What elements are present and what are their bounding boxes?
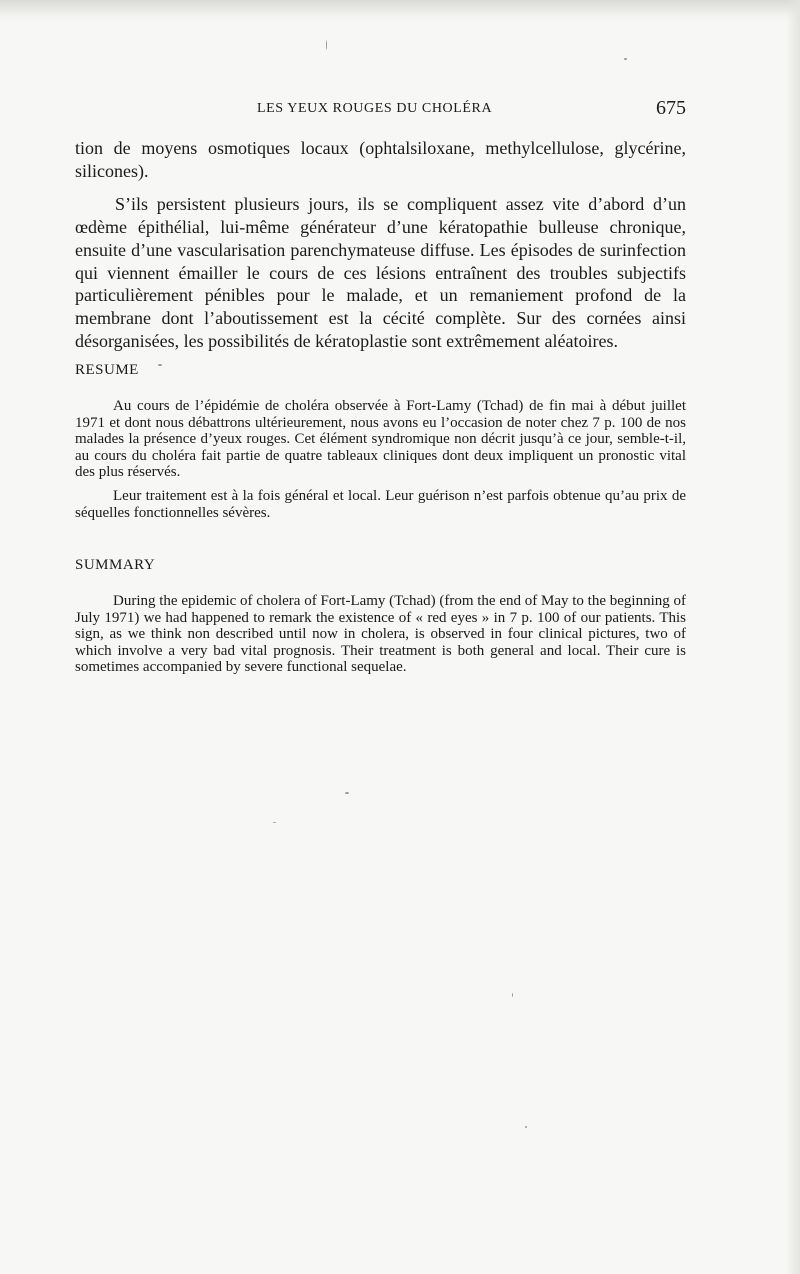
scan-speck [273,822,276,823]
scan-edge-right [786,0,800,1274]
scan-speck [624,58,627,60]
body-paragraph: tion de moyens osmotiques locaux (ophtalsiloxane, methylcellulose, glycérine, silicones). [75,138,686,181]
resume-paragraph: Leur traitement est à la fois général et local. Leur guérison n’est parfois obtenue qu’au prix de séquelles fonctionnelles sévères. [75,487,686,521]
summary-heading: SUMMARY [75,557,156,573]
page-number: 675 [656,97,686,119]
body-paragraph: S’ils persistent plusieurs jours, ils se compliquent assez vite d’abord d’un œdème épithélial, lui-même générateur d’une kératopathie bulleuse chronique, ensuite d’une vascularisation parenchymateuse diffuse. Les épisodes de surinfection qui viennent émailler le cours de ces lésions entraînent des troubles subjectifs particulièrement pénibles pour le malade, et un remaniement profond de la membrane dont l’aboutissement est la cécité complète. Sur des cornées ainsi désorganisées, les possibilités de kératoplastie sont extrêmement aléatoires. [75,194,686,351]
scan-edge-top [0,0,800,22]
scan-speck [158,364,162,366]
scan-speck [345,792,349,794]
running-title: LES YEUX ROUGES DU CHOLÉRA [257,101,493,116]
scan-speck [525,1126,527,1128]
scan-speck [326,40,327,50]
resume-abstract [75,398,686,521]
resume-heading: RESUME [75,362,139,378]
body-text [75,137,686,352]
resume-paragraph: Au cours de l’épidémie de choléra observée à Fort-Lamy (Tchad) de fin mai à début juillet 1971 et dont nous débattrons ultérieurement, nous avons eu l’occasion de noter chez 7 p. 100 de nos malades la présence d’yeux rouges. Cet élément syndromique non décrit jusqu’à ce jour, semble-t-il, au cours du choléra fait partie de quatre tableaux cliniques dont deux impliquent un pronostic vital des plus réservés. [75,398,686,481]
summary-paragraph: During the epidemic of cholera of Fort-Lamy (Tchad) (from the end of May to the beginning of July 1971) we had happened to remark the existence of « red eyes » in 7 p. 100 of our patients. This sign, as we think non described until now in cholera, is observed in four clinical pictures, two of which involve a very bad vital prognosis. Their treatment is both general and local. Their cure is sometimes accompanied by severe functional sequelae. [75,593,686,676]
summary-abstract [75,593,686,676]
scan-speck [512,993,513,997]
